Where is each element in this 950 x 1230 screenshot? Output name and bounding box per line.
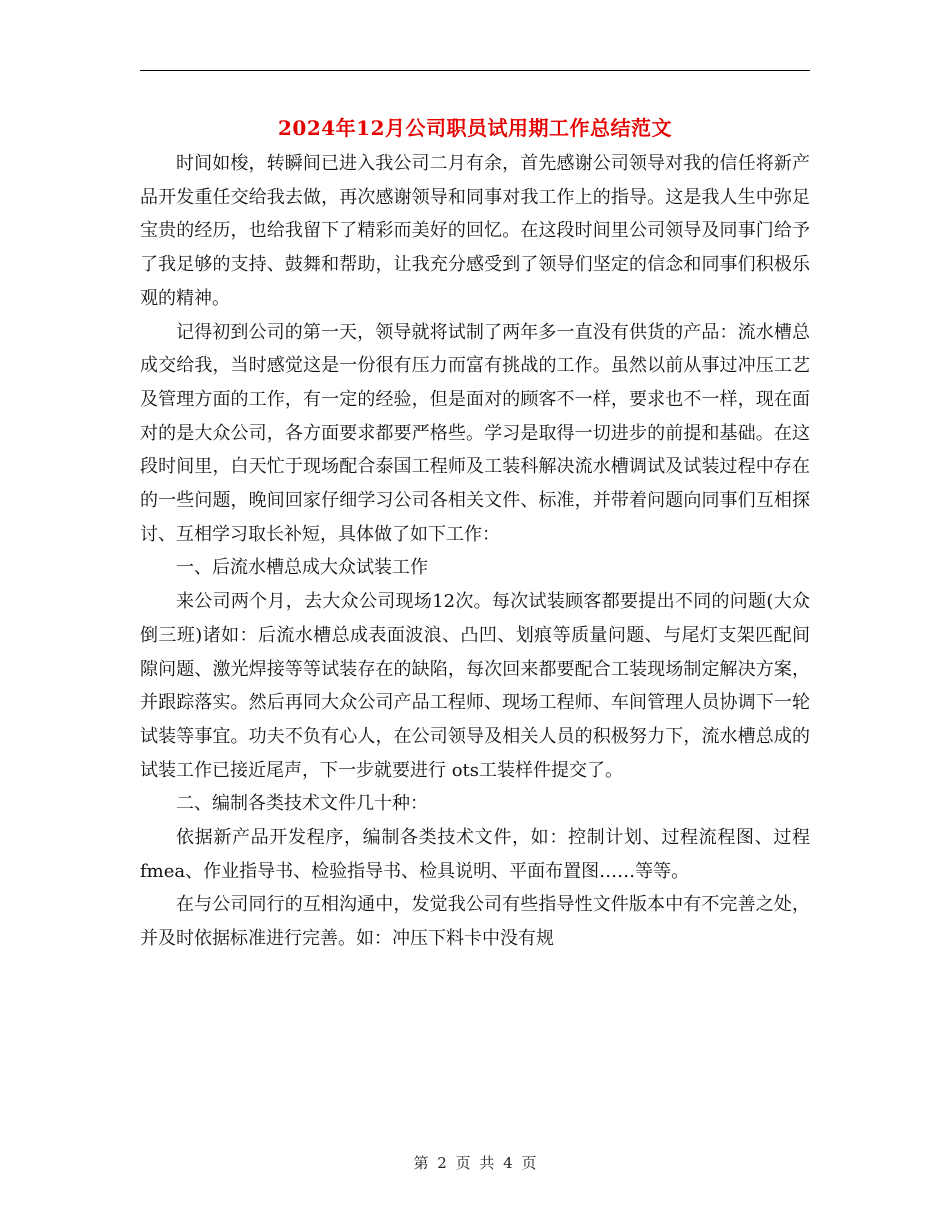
section-heading-2: 二、编制各类技术文件几十种： xyxy=(176,793,428,815)
paragraph-trial-assembly: 来公司两个月，去大众公司现场12次。每次试装顾客都要提出不同的问题(大众倒三班)诸如：后流水槽总成表面波浪、凸凹、划痕等质量问题、与尾灯支架匹配间隙问题、激光焊接等等试装存在的缺陷，每次回来都要配合工装现场制定解决方案，并跟踪落实。然后再同大众公司产品工程师、现场工程师、车间管理人员协调下一轮试装等事宜。功夫不负有心人，在公司领导及相关人员的积极努力下，流水槽总成的试装工作已接近尾声，下一步就要进行 ots工装样件提交了。 xyxy=(140,591,810,781)
paragraph-communication: 在与公司同行的互相沟通中，发觉我公司有些指导性文件版本中有不完善之处，并及时依据标准进行完善。如：冲压下料卡中没有规 xyxy=(140,894,810,950)
paragraph-technical-docs: 依据新产品开发程序，编制各类技术文件，如：控制计划、过程流程图、过程fmea、作业指导书、检验指导书、检具说明、平面布置图……等等。 xyxy=(140,827,810,882)
document-body xyxy=(140,147,810,956)
document-title: 2024年12月公司职员试用期工作总结范文 xyxy=(278,116,672,140)
paragraph-first-day: 记得初到公司的第一天，领导就将试制了两年多一直没有供货的产品：流水槽总成交给我，当时感觉这是一份很有压力而富有挑战的工作。虽然以前从事过冲压工艺及管理方面的工作，有一定的经验，但是面对的顾客不一样，要求也不一样，现在面对的是大众公司，各方面要求都要严格些。学习是取得一切进步的前提和基础。在这段时间里，白天忙于现场配合泰国工程师及工装科解决流水槽调试及试装过程中存在的一些问题，晚间回家仔细学习公司各相关文件、标准，并带着问题向同事们互相探讨、互相学习取长补短，具体做了如下工作： xyxy=(140,321,810,545)
section-heading-1: 一、后流水槽总成大众试装工作 xyxy=(176,557,428,579)
header-rule xyxy=(140,70,810,71)
page-footer: 第 2 页 共 4 页 xyxy=(413,1154,537,1172)
paragraph-intro: 时间如梭，转瞬间已进入我公司二月有余，首先感谢公司领导对我的信任将新产品开发重任交给我去做，再次感谢领导和同事对我工作上的指导。这是我人生中弥足宝贵的经历，也给我留下了精彩而美好的回忆。在这段时间里公司领导及同事门给予了我足够的支持、鼓舞和帮助，让我充分感受到了领导们坚定的信念和同事们积极乐观的精神。 xyxy=(140,153,810,309)
